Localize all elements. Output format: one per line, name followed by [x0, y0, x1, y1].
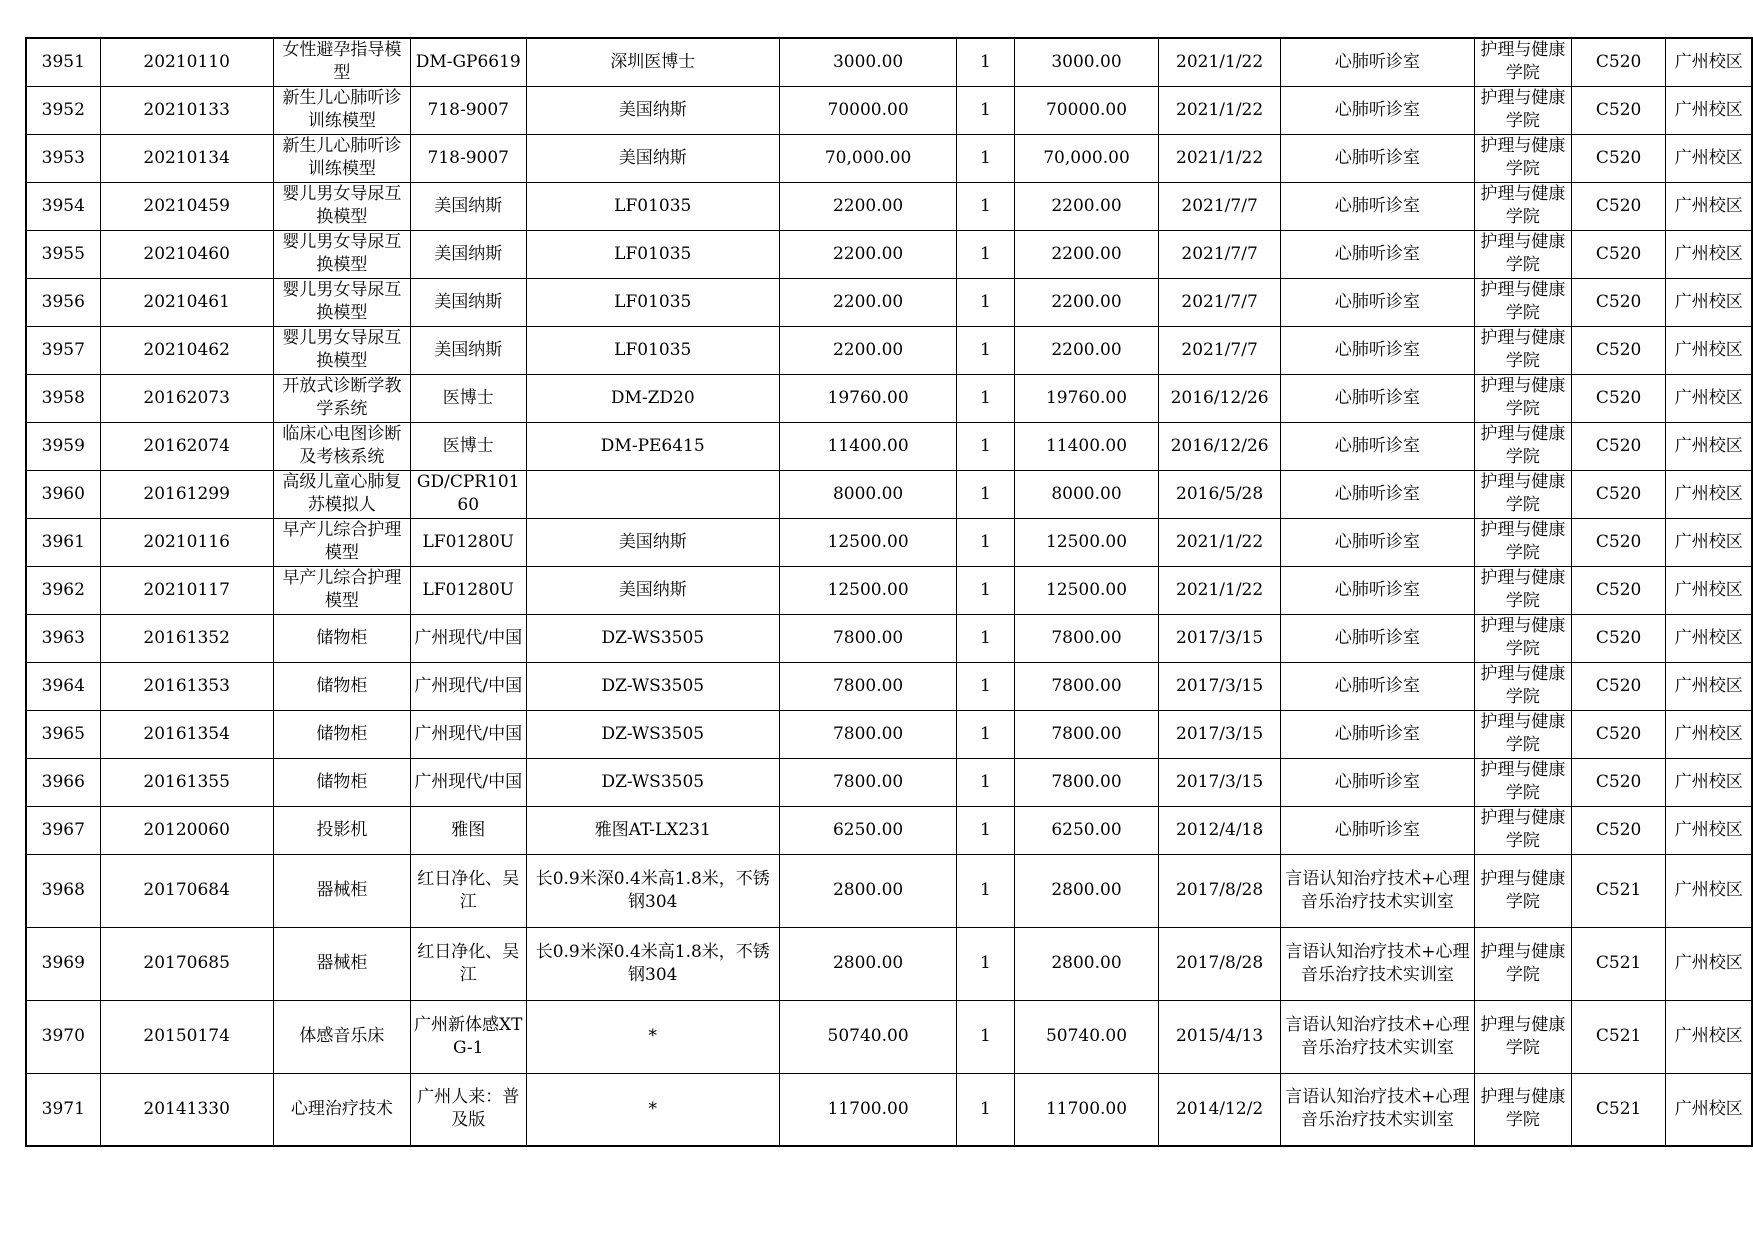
- cell-campus: 广州校区: [1666, 614, 1752, 662]
- cell-asset-name: 储物柜: [273, 614, 410, 662]
- cell-unit-price: 19760.00: [779, 374, 956, 422]
- cell-quantity: 1: [957, 86, 1014, 134]
- cell-room-code: C521: [1571, 927, 1666, 1000]
- cell-asset-code: 20162073: [100, 374, 273, 422]
- cell-asset-code: 20210117: [100, 566, 273, 614]
- cell-specification: LF01035: [526, 230, 779, 278]
- cell-campus: 广州校区: [1666, 230, 1752, 278]
- cell-department: 护理与健康学院: [1475, 470, 1572, 518]
- cell-department: 护理与健康学院: [1475, 230, 1572, 278]
- cell-campus: 广州校区: [1666, 134, 1752, 182]
- cell-unit-price: 11400.00: [779, 422, 956, 470]
- cell-campus: 广州校区: [1666, 854, 1752, 927]
- cell-room-code: C520: [1571, 134, 1666, 182]
- cell-lab-room: 心肺听诊室: [1280, 38, 1474, 86]
- cell-total-amount: 19760.00: [1014, 374, 1159, 422]
- table-row: [26, 278, 1752, 326]
- cell-row-number: 3952: [26, 86, 100, 134]
- cell-purchase-date: 2021/1/22: [1159, 566, 1280, 614]
- cell-purchase-date: 2021/7/7: [1159, 230, 1280, 278]
- cell-lab-room: 言语认知治疗技术+心理音乐治疗技术实训室: [1280, 1073, 1474, 1146]
- cell-specification: LF01035: [526, 278, 779, 326]
- cell-row-number: 3954: [26, 182, 100, 230]
- cell-purchase-date: 2017/3/15: [1159, 758, 1280, 806]
- cell-asset-name: 储物柜: [273, 710, 410, 758]
- cell-campus: 广州校区: [1666, 1073, 1752, 1146]
- table-row: [26, 758, 1752, 806]
- cell-asset-code: 20161352: [100, 614, 273, 662]
- cell-campus: 广州校区: [1666, 927, 1752, 1000]
- table-body: [26, 38, 1752, 1146]
- cell-asset-name: 新生儿心肺听诊训练模型: [273, 86, 410, 134]
- cell-unit-price: 6250.00: [779, 806, 956, 854]
- cell-unit-price: 2200.00: [779, 182, 956, 230]
- cell-lab-room: 心肺听诊室: [1280, 710, 1474, 758]
- cell-brand-model: GD/CPR10160: [410, 470, 526, 518]
- cell-row-number: 3964: [26, 662, 100, 710]
- cell-brand-model: DM-GP6619: [410, 38, 526, 86]
- cell-quantity: 1: [957, 1073, 1014, 1146]
- cell-total-amount: 70,000.00: [1014, 134, 1159, 182]
- cell-specification: 长0.9米深0.4米高1.8米，不锈钢304: [526, 854, 779, 927]
- cell-total-amount: 7800.00: [1014, 758, 1159, 806]
- cell-purchase-date: 2017/8/28: [1159, 927, 1280, 1000]
- cell-brand-model: 美国纳斯: [410, 230, 526, 278]
- table-row: [26, 422, 1752, 470]
- cell-row-number: 3955: [26, 230, 100, 278]
- cell-brand-model: 红日净化、吴江: [410, 927, 526, 1000]
- cell-purchase-date: 2021/1/22: [1159, 38, 1280, 86]
- cell-brand-model: 广州现代/中国: [410, 614, 526, 662]
- cell-brand-model: 美国纳斯: [410, 278, 526, 326]
- cell-total-amount: 2200.00: [1014, 182, 1159, 230]
- cell-campus: 广州校区: [1666, 566, 1752, 614]
- cell-brand-model: 718-9007: [410, 86, 526, 134]
- cell-campus: 广州校区: [1666, 278, 1752, 326]
- cell-asset-name: 器械柜: [273, 927, 410, 1000]
- cell-asset-code: 20150174: [100, 1000, 273, 1073]
- table-row: [26, 230, 1752, 278]
- cell-asset-name: 体感音乐床: [273, 1000, 410, 1073]
- cell-unit-price: 2200.00: [779, 278, 956, 326]
- cell-unit-price: 2800.00: [779, 927, 956, 1000]
- cell-asset-name: 早产儿综合护理模型: [273, 566, 410, 614]
- cell-total-amount: 11700.00: [1014, 1073, 1159, 1146]
- cell-specification: DM-PE6415: [526, 422, 779, 470]
- cell-specification: DZ-WS3505: [526, 710, 779, 758]
- cell-asset-code: 20210461: [100, 278, 273, 326]
- cell-campus: 广州校区: [1666, 182, 1752, 230]
- cell-quantity: 1: [957, 710, 1014, 758]
- cell-room-code: C520: [1571, 182, 1666, 230]
- cell-lab-room: 心肺听诊室: [1280, 374, 1474, 422]
- cell-unit-price: 2200.00: [779, 326, 956, 374]
- cell-total-amount: 3000.00: [1014, 38, 1159, 86]
- cell-specification: DZ-WS3505: [526, 662, 779, 710]
- cell-quantity: 1: [957, 614, 1014, 662]
- cell-quantity: 1: [957, 374, 1014, 422]
- cell-campus: 广州校区: [1666, 710, 1752, 758]
- cell-lab-room: 心肺听诊室: [1280, 230, 1474, 278]
- cell-unit-price: 2800.00: [779, 854, 956, 927]
- cell-purchase-date: 2021/1/22: [1159, 134, 1280, 182]
- cell-campus: 广州校区: [1666, 326, 1752, 374]
- cell-specification: [526, 470, 779, 518]
- cell-row-number: 3968: [26, 854, 100, 927]
- cell-total-amount: 2800.00: [1014, 854, 1159, 927]
- cell-specification: DM-ZD20: [526, 374, 779, 422]
- cell-unit-price: 70,000.00: [779, 134, 956, 182]
- cell-campus: 广州校区: [1666, 518, 1752, 566]
- cell-asset-name: 投影机: [273, 806, 410, 854]
- cell-purchase-date: 2016/12/26: [1159, 422, 1280, 470]
- cell-room-code: C520: [1571, 230, 1666, 278]
- cell-room-code: C520: [1571, 422, 1666, 470]
- cell-unit-price: 50740.00: [779, 1000, 956, 1073]
- cell-department: 护理与健康学院: [1475, 854, 1572, 927]
- cell-department: 护理与健康学院: [1475, 1000, 1572, 1073]
- cell-department: 护理与健康学院: [1475, 758, 1572, 806]
- cell-row-number: 3970: [26, 1000, 100, 1073]
- cell-department: 护理与健康学院: [1475, 86, 1572, 134]
- cell-row-number: 3959: [26, 422, 100, 470]
- cell-unit-price: 7800.00: [779, 710, 956, 758]
- cell-total-amount: 70000.00: [1014, 86, 1159, 134]
- cell-campus: 广州校区: [1666, 662, 1752, 710]
- cell-quantity: 1: [957, 927, 1014, 1000]
- cell-asset-name: 新生儿心肺听诊训练模型: [273, 134, 410, 182]
- cell-unit-price: 70000.00: [779, 86, 956, 134]
- cell-department: 护理与健康学院: [1475, 278, 1572, 326]
- cell-room-code: C520: [1571, 662, 1666, 710]
- cell-lab-room: 心肺听诊室: [1280, 806, 1474, 854]
- cell-lab-room: 心肺听诊室: [1280, 134, 1474, 182]
- cell-brand-model: 医博士: [410, 422, 526, 470]
- cell-department: 护理与健康学院: [1475, 1073, 1572, 1146]
- cell-quantity: 1: [957, 230, 1014, 278]
- cell-specification: 美国纳斯: [526, 86, 779, 134]
- cell-campus: 广州校区: [1666, 806, 1752, 854]
- cell-asset-name: 早产儿综合护理模型: [273, 518, 410, 566]
- cell-specification: LF01035: [526, 326, 779, 374]
- table-row: [26, 1073, 1752, 1146]
- cell-purchase-date: 2014/12/2: [1159, 1073, 1280, 1146]
- cell-brand-model: 美国纳斯: [410, 182, 526, 230]
- cell-asset-code: 20210462: [100, 326, 273, 374]
- cell-lab-room: 心肺听诊室: [1280, 662, 1474, 710]
- cell-room-code: C520: [1571, 278, 1666, 326]
- cell-unit-price: 11700.00: [779, 1073, 956, 1146]
- cell-specification: 美国纳斯: [526, 566, 779, 614]
- cell-total-amount: 7800.00: [1014, 614, 1159, 662]
- cell-department: 护理与健康学院: [1475, 422, 1572, 470]
- cell-unit-price: 7800.00: [779, 614, 956, 662]
- cell-purchase-date: 2012/4/18: [1159, 806, 1280, 854]
- cell-total-amount: 11400.00: [1014, 422, 1159, 470]
- cell-room-code: C520: [1571, 614, 1666, 662]
- cell-purchase-date: 2017/8/28: [1159, 854, 1280, 927]
- cell-specification: 深圳医博士: [526, 38, 779, 86]
- cell-department: 护理与健康学院: [1475, 566, 1572, 614]
- cell-quantity: 1: [957, 422, 1014, 470]
- cell-room-code: C520: [1571, 806, 1666, 854]
- cell-specification: LF01035: [526, 182, 779, 230]
- table-row: [26, 470, 1752, 518]
- cell-quantity: 1: [957, 38, 1014, 86]
- cell-quantity: 1: [957, 278, 1014, 326]
- cell-lab-room: 心肺听诊室: [1280, 566, 1474, 614]
- cell-room-code: C520: [1571, 470, 1666, 518]
- cell-campus: 广州校区: [1666, 1000, 1752, 1073]
- cell-asset-code: 20210460: [100, 230, 273, 278]
- table-row: [26, 374, 1752, 422]
- cell-quantity: 1: [957, 182, 1014, 230]
- cell-lab-room: 心肺听诊室: [1280, 470, 1474, 518]
- cell-quantity: 1: [957, 518, 1014, 566]
- table-row: [26, 854, 1752, 927]
- cell-quantity: 1: [957, 1000, 1014, 1073]
- cell-row-number: 3971: [26, 1073, 100, 1146]
- cell-asset-name: 婴儿男女导尿互换模型: [273, 326, 410, 374]
- cell-brand-model: 雅图: [410, 806, 526, 854]
- cell-lab-room: 心肺听诊室: [1280, 518, 1474, 566]
- cell-asset-code: 20161299: [100, 470, 273, 518]
- cell-total-amount: 2200.00: [1014, 326, 1159, 374]
- cell-purchase-date: 2021/7/7: [1159, 326, 1280, 374]
- table-row: [26, 326, 1752, 374]
- cell-lab-room: 言语认知治疗技术+心理音乐治疗技术实训室: [1280, 1000, 1474, 1073]
- cell-row-number: 3966: [26, 758, 100, 806]
- cell-total-amount: 12500.00: [1014, 518, 1159, 566]
- table-row: [26, 662, 1752, 710]
- cell-specification: DZ-WS3505: [526, 614, 779, 662]
- cell-department: 护理与健康学院: [1475, 614, 1572, 662]
- cell-department: 护理与健康学院: [1475, 374, 1572, 422]
- cell-room-code: C520: [1571, 710, 1666, 758]
- cell-specification: 雅图AT-LX231: [526, 806, 779, 854]
- cell-asset-name: 开放式诊断学教学系统: [273, 374, 410, 422]
- cell-purchase-date: 2021/7/7: [1159, 182, 1280, 230]
- cell-brand-model: 718-9007: [410, 134, 526, 182]
- cell-purchase-date: 2015/4/13: [1159, 1000, 1280, 1073]
- cell-quantity: 1: [957, 662, 1014, 710]
- table-row: [26, 710, 1752, 758]
- cell-department: 护理与健康学院: [1475, 326, 1572, 374]
- cell-asset-name: 女性避孕指导模型: [273, 38, 410, 86]
- cell-asset-name: 器械柜: [273, 854, 410, 927]
- cell-quantity: 1: [957, 758, 1014, 806]
- cell-purchase-date: 2021/1/22: [1159, 86, 1280, 134]
- cell-quantity: 1: [957, 134, 1014, 182]
- cell-specification: *: [526, 1000, 779, 1073]
- cell-asset-name: 婴儿男女导尿互换模型: [273, 182, 410, 230]
- cell-lab-room: 言语认知治疗技术+心理音乐治疗技术实训室: [1280, 854, 1474, 927]
- cell-specification: 长0.9米深0.4米高1.8米，不锈钢304: [526, 927, 779, 1000]
- cell-brand-model: 广州人来：普及版: [410, 1073, 526, 1146]
- cell-campus: 广州校区: [1666, 86, 1752, 134]
- cell-row-number: 3956: [26, 278, 100, 326]
- cell-quantity: 1: [957, 470, 1014, 518]
- cell-brand-model: 广州新体感XTG-1: [410, 1000, 526, 1073]
- cell-unit-price: 2200.00: [779, 230, 956, 278]
- cell-row-number: 3957: [26, 326, 100, 374]
- cell-row-number: 3965: [26, 710, 100, 758]
- cell-brand-model: 医博士: [410, 374, 526, 422]
- cell-lab-room: 心肺听诊室: [1280, 278, 1474, 326]
- cell-asset-code: 20210116: [100, 518, 273, 566]
- cell-brand-model: 广州现代/中国: [410, 710, 526, 758]
- cell-room-code: C520: [1571, 86, 1666, 134]
- cell-asset-name: 高级儿童心肺复苏模拟人: [273, 470, 410, 518]
- cell-campus: 广州校区: [1666, 758, 1752, 806]
- cell-total-amount: 12500.00: [1014, 566, 1159, 614]
- cell-lab-room: 心肺听诊室: [1280, 758, 1474, 806]
- cell-total-amount: 6250.00: [1014, 806, 1159, 854]
- cell-row-number: 3969: [26, 927, 100, 1000]
- cell-purchase-date: 2017/3/15: [1159, 662, 1280, 710]
- cell-asset-code: 20120060: [100, 806, 273, 854]
- cell-purchase-date: 2021/1/22: [1159, 518, 1280, 566]
- cell-department: 护理与健康学院: [1475, 927, 1572, 1000]
- table-row: [26, 806, 1752, 854]
- cell-specification: DZ-WS3505: [526, 758, 779, 806]
- cell-asset-code: 20210133: [100, 86, 273, 134]
- cell-brand-model: LF01280U: [410, 518, 526, 566]
- cell-specification: 美国纳斯: [526, 134, 779, 182]
- cell-total-amount: 50740.00: [1014, 1000, 1159, 1073]
- cell-total-amount: 7800.00: [1014, 710, 1159, 758]
- cell-asset-code: 20141330: [100, 1073, 273, 1146]
- cell-purchase-date: 2016/5/28: [1159, 470, 1280, 518]
- cell-quantity: 1: [957, 854, 1014, 927]
- cell-total-amount: 2800.00: [1014, 927, 1159, 1000]
- cell-quantity: 1: [957, 326, 1014, 374]
- cell-unit-price: 7800.00: [779, 662, 956, 710]
- cell-room-code: C521: [1571, 854, 1666, 927]
- cell-asset-name: 储物柜: [273, 662, 410, 710]
- cell-room-code: C521: [1571, 1073, 1666, 1146]
- cell-unit-price: 12500.00: [779, 518, 956, 566]
- cell-row-number: 3960: [26, 470, 100, 518]
- table-row: [26, 518, 1752, 566]
- cell-unit-price: 7800.00: [779, 758, 956, 806]
- cell-row-number: 3953: [26, 134, 100, 182]
- cell-lab-room: 言语认知治疗技术+心理音乐治疗技术实训室: [1280, 927, 1474, 1000]
- cell-row-number: 3951: [26, 38, 100, 86]
- cell-specification: *: [526, 1073, 779, 1146]
- cell-brand-model: 美国纳斯: [410, 326, 526, 374]
- cell-asset-code: 20210134: [100, 134, 273, 182]
- cell-asset-code: 20161355: [100, 758, 273, 806]
- cell-asset-code: 20161353: [100, 662, 273, 710]
- table-row: [26, 182, 1752, 230]
- cell-asset-name: 储物柜: [273, 758, 410, 806]
- table-row: [26, 134, 1752, 182]
- cell-lab-room: 心肺听诊室: [1280, 182, 1474, 230]
- cell-purchase-date: 2016/12/26: [1159, 374, 1280, 422]
- cell-lab-room: 心肺听诊室: [1280, 326, 1474, 374]
- cell-total-amount: 2200.00: [1014, 230, 1159, 278]
- cell-department: 护理与健康学院: [1475, 182, 1572, 230]
- cell-unit-price: 3000.00: [779, 38, 956, 86]
- cell-asset-name: 婴儿男女导尿互换模型: [273, 278, 410, 326]
- cell-asset-code: 20170685: [100, 927, 273, 1000]
- cell-row-number: 3961: [26, 518, 100, 566]
- cell-lab-room: 心肺听诊室: [1280, 86, 1474, 134]
- cell-lab-room: 心肺听诊室: [1280, 422, 1474, 470]
- cell-unit-price: 8000.00: [779, 470, 956, 518]
- cell-quantity: 1: [957, 806, 1014, 854]
- table-row: [26, 86, 1752, 134]
- cell-room-code: C521: [1571, 1000, 1666, 1073]
- cell-campus: 广州校区: [1666, 38, 1752, 86]
- cell-purchase-date: 2017/3/15: [1159, 710, 1280, 758]
- cell-lab-room: 心肺听诊室: [1280, 614, 1474, 662]
- cell-room-code: C520: [1571, 566, 1666, 614]
- cell-unit-price: 12500.00: [779, 566, 956, 614]
- cell-room-code: C520: [1571, 758, 1666, 806]
- cell-asset-code: 20210110: [100, 38, 273, 86]
- cell-campus: 广州校区: [1666, 470, 1752, 518]
- cell-total-amount: 8000.00: [1014, 470, 1159, 518]
- cell-row-number: 3963: [26, 614, 100, 662]
- table-row: [26, 614, 1752, 662]
- cell-room-code: C520: [1571, 38, 1666, 86]
- cell-department: 护理与健康学院: [1475, 518, 1572, 566]
- cell-purchase-date: 2017/3/15: [1159, 614, 1280, 662]
- cell-specification: 美国纳斯: [526, 518, 779, 566]
- cell-asset-name: 婴儿男女导尿互换模型: [273, 230, 410, 278]
- cell-department: 护理与健康学院: [1475, 806, 1572, 854]
- cell-campus: 广州校区: [1666, 422, 1752, 470]
- cell-asset-code: 20162074: [100, 422, 273, 470]
- cell-brand-model: 红日净化、吴江: [410, 854, 526, 927]
- cell-department: 护理与健康学院: [1475, 134, 1572, 182]
- asset-table: [25, 37, 1753, 1147]
- cell-asset-code: 20161354: [100, 710, 273, 758]
- table-row: [26, 927, 1752, 1000]
- cell-total-amount: 7800.00: [1014, 662, 1159, 710]
- cell-department: 护理与健康学院: [1475, 662, 1572, 710]
- cell-asset-code: 20210459: [100, 182, 273, 230]
- cell-department: 护理与健康学院: [1475, 38, 1572, 86]
- cell-purchase-date: 2021/7/7: [1159, 278, 1280, 326]
- cell-row-number: 3958: [26, 374, 100, 422]
- cell-room-code: C520: [1571, 326, 1666, 374]
- cell-quantity: 1: [957, 566, 1014, 614]
- cell-asset-name: 心理治疗技术: [273, 1073, 410, 1146]
- cell-department: 护理与健康学院: [1475, 710, 1572, 758]
- cell-campus: 广州校区: [1666, 374, 1752, 422]
- cell-asset-name: 临床心电图诊断及考核系统: [273, 422, 410, 470]
- cell-row-number: 3962: [26, 566, 100, 614]
- cell-asset-code: 20170684: [100, 854, 273, 927]
- table-row: [26, 566, 1752, 614]
- cell-room-code: C520: [1571, 518, 1666, 566]
- table-row: [26, 1000, 1752, 1073]
- cell-row-number: 3967: [26, 806, 100, 854]
- cell-room-code: C520: [1571, 374, 1666, 422]
- cell-brand-model: LF01280U: [410, 566, 526, 614]
- cell-total-amount: 2200.00: [1014, 278, 1159, 326]
- cell-brand-model: 广州现代/中国: [410, 662, 526, 710]
- table-row: [26, 38, 1752, 86]
- cell-brand-model: 广州现代/中国: [410, 758, 526, 806]
